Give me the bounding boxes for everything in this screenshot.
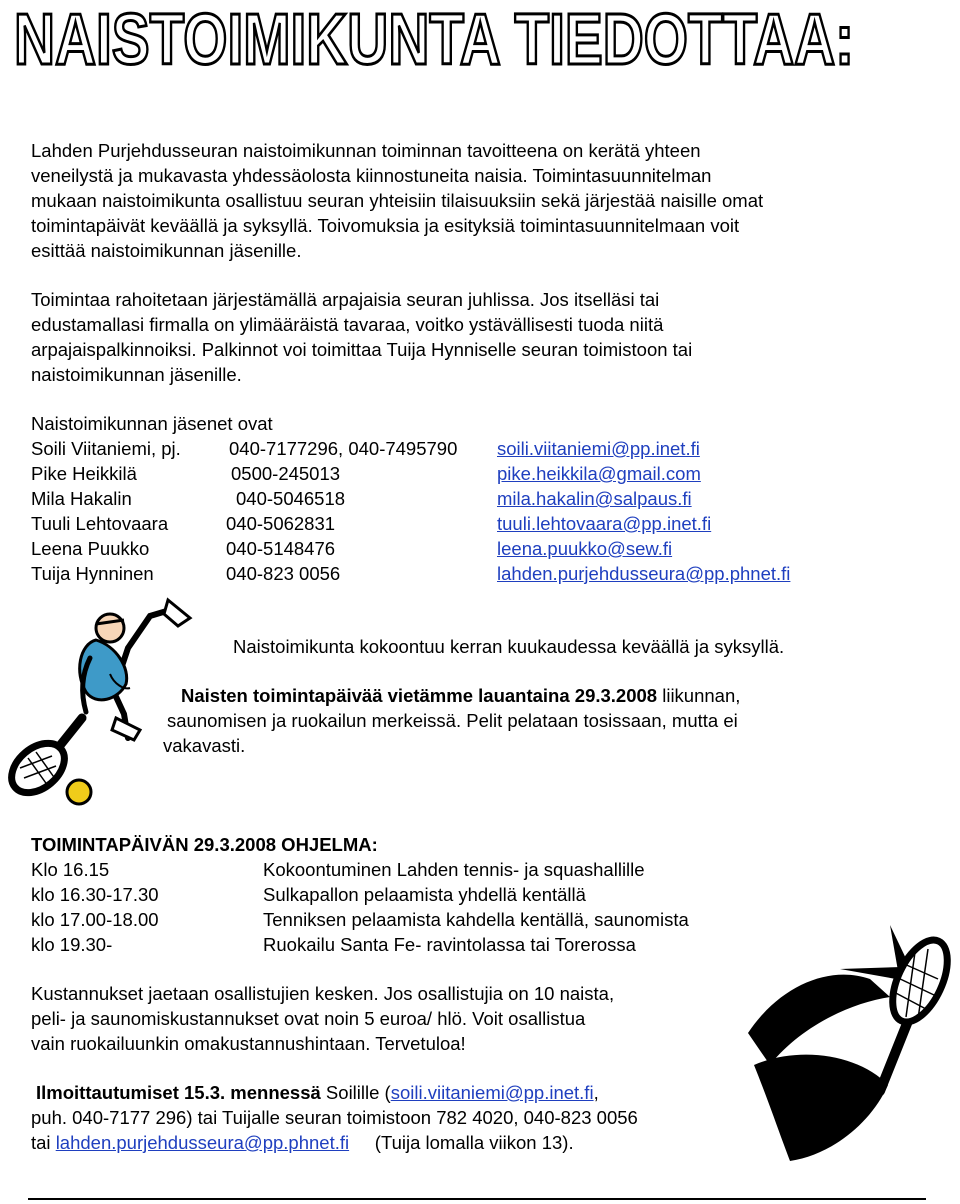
- event-line-rest: liikunnan,: [657, 685, 741, 706]
- program-time: klo 16.30-17.30: [31, 884, 159, 905]
- program-time: Klo 16.15: [31, 859, 110, 880]
- members-heading: Naistoimikunnan jäsenet ovat: [31, 413, 273, 434]
- funding-line: Toimintaa rahoitetaan järjestämällä arpajaisia seuran juhlissa. Jos itselläsi tai: [31, 289, 660, 310]
- intro-line: mukaan naistoimikunta osallistuu seuran yhteisiin tilaisuuksiin sekä järjestää naisille omat: [31, 190, 764, 211]
- member-name: Tuija Hynninen: [31, 563, 154, 584]
- member-name: Leena Puukko: [31, 538, 150, 559]
- costs-line: Kustannukset jaetaan osallistujien kesken. Jos osallistujia on 10 naista,: [31, 983, 615, 1004]
- member-phone: 040-5046518: [236, 488, 346, 509]
- meeting-note: Naistoimikunta kokoontuu kerran kuukaudessa keväällä ja syksyllä.: [233, 636, 785, 657]
- program-activity: Tenniksen pelaamista kahdella kentällä, saunomista: [263, 909, 689, 930]
- member-phone: 040-823 0056: [226, 563, 341, 584]
- registration-line: [36, 1080, 599, 1105]
- bottom-rule: [28, 1198, 926, 1200]
- registration-line: [31, 1130, 574, 1155]
- costs-line: peli- ja saunomiskustannukset ovat noin 5 euroa/ hlö. Voit osallistua: [31, 1008, 586, 1029]
- tennis-ball-icon: [67, 780, 91, 804]
- costs-line: vain ruokailuunkin omakustannushintaan. Tervetuloa!: [31, 1033, 466, 1054]
- member-name: Pike Heikkilä: [31, 463, 137, 484]
- registration-deadline: Ilmoittautumiset 15.3. mennessä: [36, 1082, 321, 1103]
- event-line: vakavasti.: [163, 735, 246, 756]
- program-time: klo 17.00-18.00: [31, 909, 159, 930]
- member-name: Tuuli Lehtovaara: [31, 513, 169, 534]
- program-time: klo 19.30-: [31, 934, 113, 955]
- page-title-text: NAISTOIMIKUNTA TIEDOTTAA:: [14, 0, 854, 80]
- intro-line: Lahden Purjehdusseuran naistoimikunnan toiminnan tavoitteena on kerätä yhteen: [31, 140, 701, 161]
- funding-line: naistoimikunnan jäsenille.: [31, 364, 242, 385]
- member-email-link[interactable]: mila.hakalin@salpaus.fi: [497, 488, 692, 509]
- registration-text: Soilille (: [320, 1082, 391, 1103]
- member-name: Soili Viitaniemi, pj.: [31, 438, 181, 459]
- event-line: [181, 683, 740, 708]
- program-activity: Ruokailu Santa Fe- ravintolassa tai Torerossa: [263, 934, 636, 955]
- member-email-link[interactable]: soili.viitaniemi@pp.inet.fi: [497, 438, 700, 459]
- intro-line: esittää naistoimikunnan jäsenille.: [31, 240, 302, 261]
- page-title: [6, 0, 866, 80]
- program-heading: TOIMINTAPÄIVÄN 29.3.2008 OHJELMA:: [31, 834, 378, 855]
- registration-text: tai: [31, 1132, 56, 1153]
- member-email-link[interactable]: lahden.purjehdusseura@pp.phnet.fi: [497, 563, 791, 584]
- intro-line: veneilystä ja mukavasta yhdessäolosta kiinnostuneita naisia. Toimintasuunnitelman: [31, 165, 712, 186]
- member-phone: 0500-245013: [231, 463, 341, 484]
- program-activity: Sulkapallon pelaamista yhdellä kentällä: [263, 884, 586, 905]
- registration-text: (Tuija lomalla viikon 13).: [349, 1132, 574, 1153]
- badminton-illustration: [720, 915, 958, 1165]
- member-email-link[interactable]: leena.puukko@sew.fi: [497, 538, 673, 559]
- intro-line: toimintapäivät keväällä ja syksyllä. Toivomuksia ja esityksiä toimintasuunnitelmaan voit: [31, 215, 740, 236]
- member-phone: 040-5148476: [226, 538, 336, 559]
- program-activity: Kokoontuminen Lahden tennis- ja squashallille: [263, 859, 645, 880]
- member-email-link[interactable]: tuuli.lehtovaara@pp.inet.fi: [497, 513, 712, 534]
- funding-line: edustamallasi firmalla on ylimääräistä tavaraa, voitko ystävällisesti tuoda niitä: [31, 314, 664, 335]
- registration-email-link[interactable]: lahden.purjehdusseura@pp.phnet.fi: [55, 1132, 350, 1153]
- funding-line: arpajaispalkinnoiksi. Palkinnot voi toimittaa Tuija Hynniselle seuran toimistoon tai: [31, 339, 693, 360]
- member-email-link[interactable]: pike.heikkila@gmail.com: [497, 463, 701, 484]
- member-phone: 040-7177296, 040-7495790: [229, 438, 458, 459]
- registration-line: puh. 040-7177 296) tai Tuijalle seuran toimistoon 782 4020, 040-823 0056: [31, 1107, 638, 1128]
- tennis-player-illustration: [0, 588, 200, 820]
- event-line: saunomisen ja ruokailun merkeissä. Pelit pelataan tosissaan, mutta ei: [167, 710, 738, 731]
- racket-icon: [880, 932, 958, 1091]
- registration-text: ,: [593, 1082, 599, 1103]
- registration-email-link[interactable]: soili.viitaniemi@pp.inet.fi: [390, 1082, 594, 1103]
- member-name: Mila Hakalin: [31, 488, 132, 509]
- event-date-bold: Naisten toimintapäivää vietämme lauantaina 29.3.2008: [181, 685, 658, 706]
- member-phone: 040-5062831: [226, 513, 336, 534]
